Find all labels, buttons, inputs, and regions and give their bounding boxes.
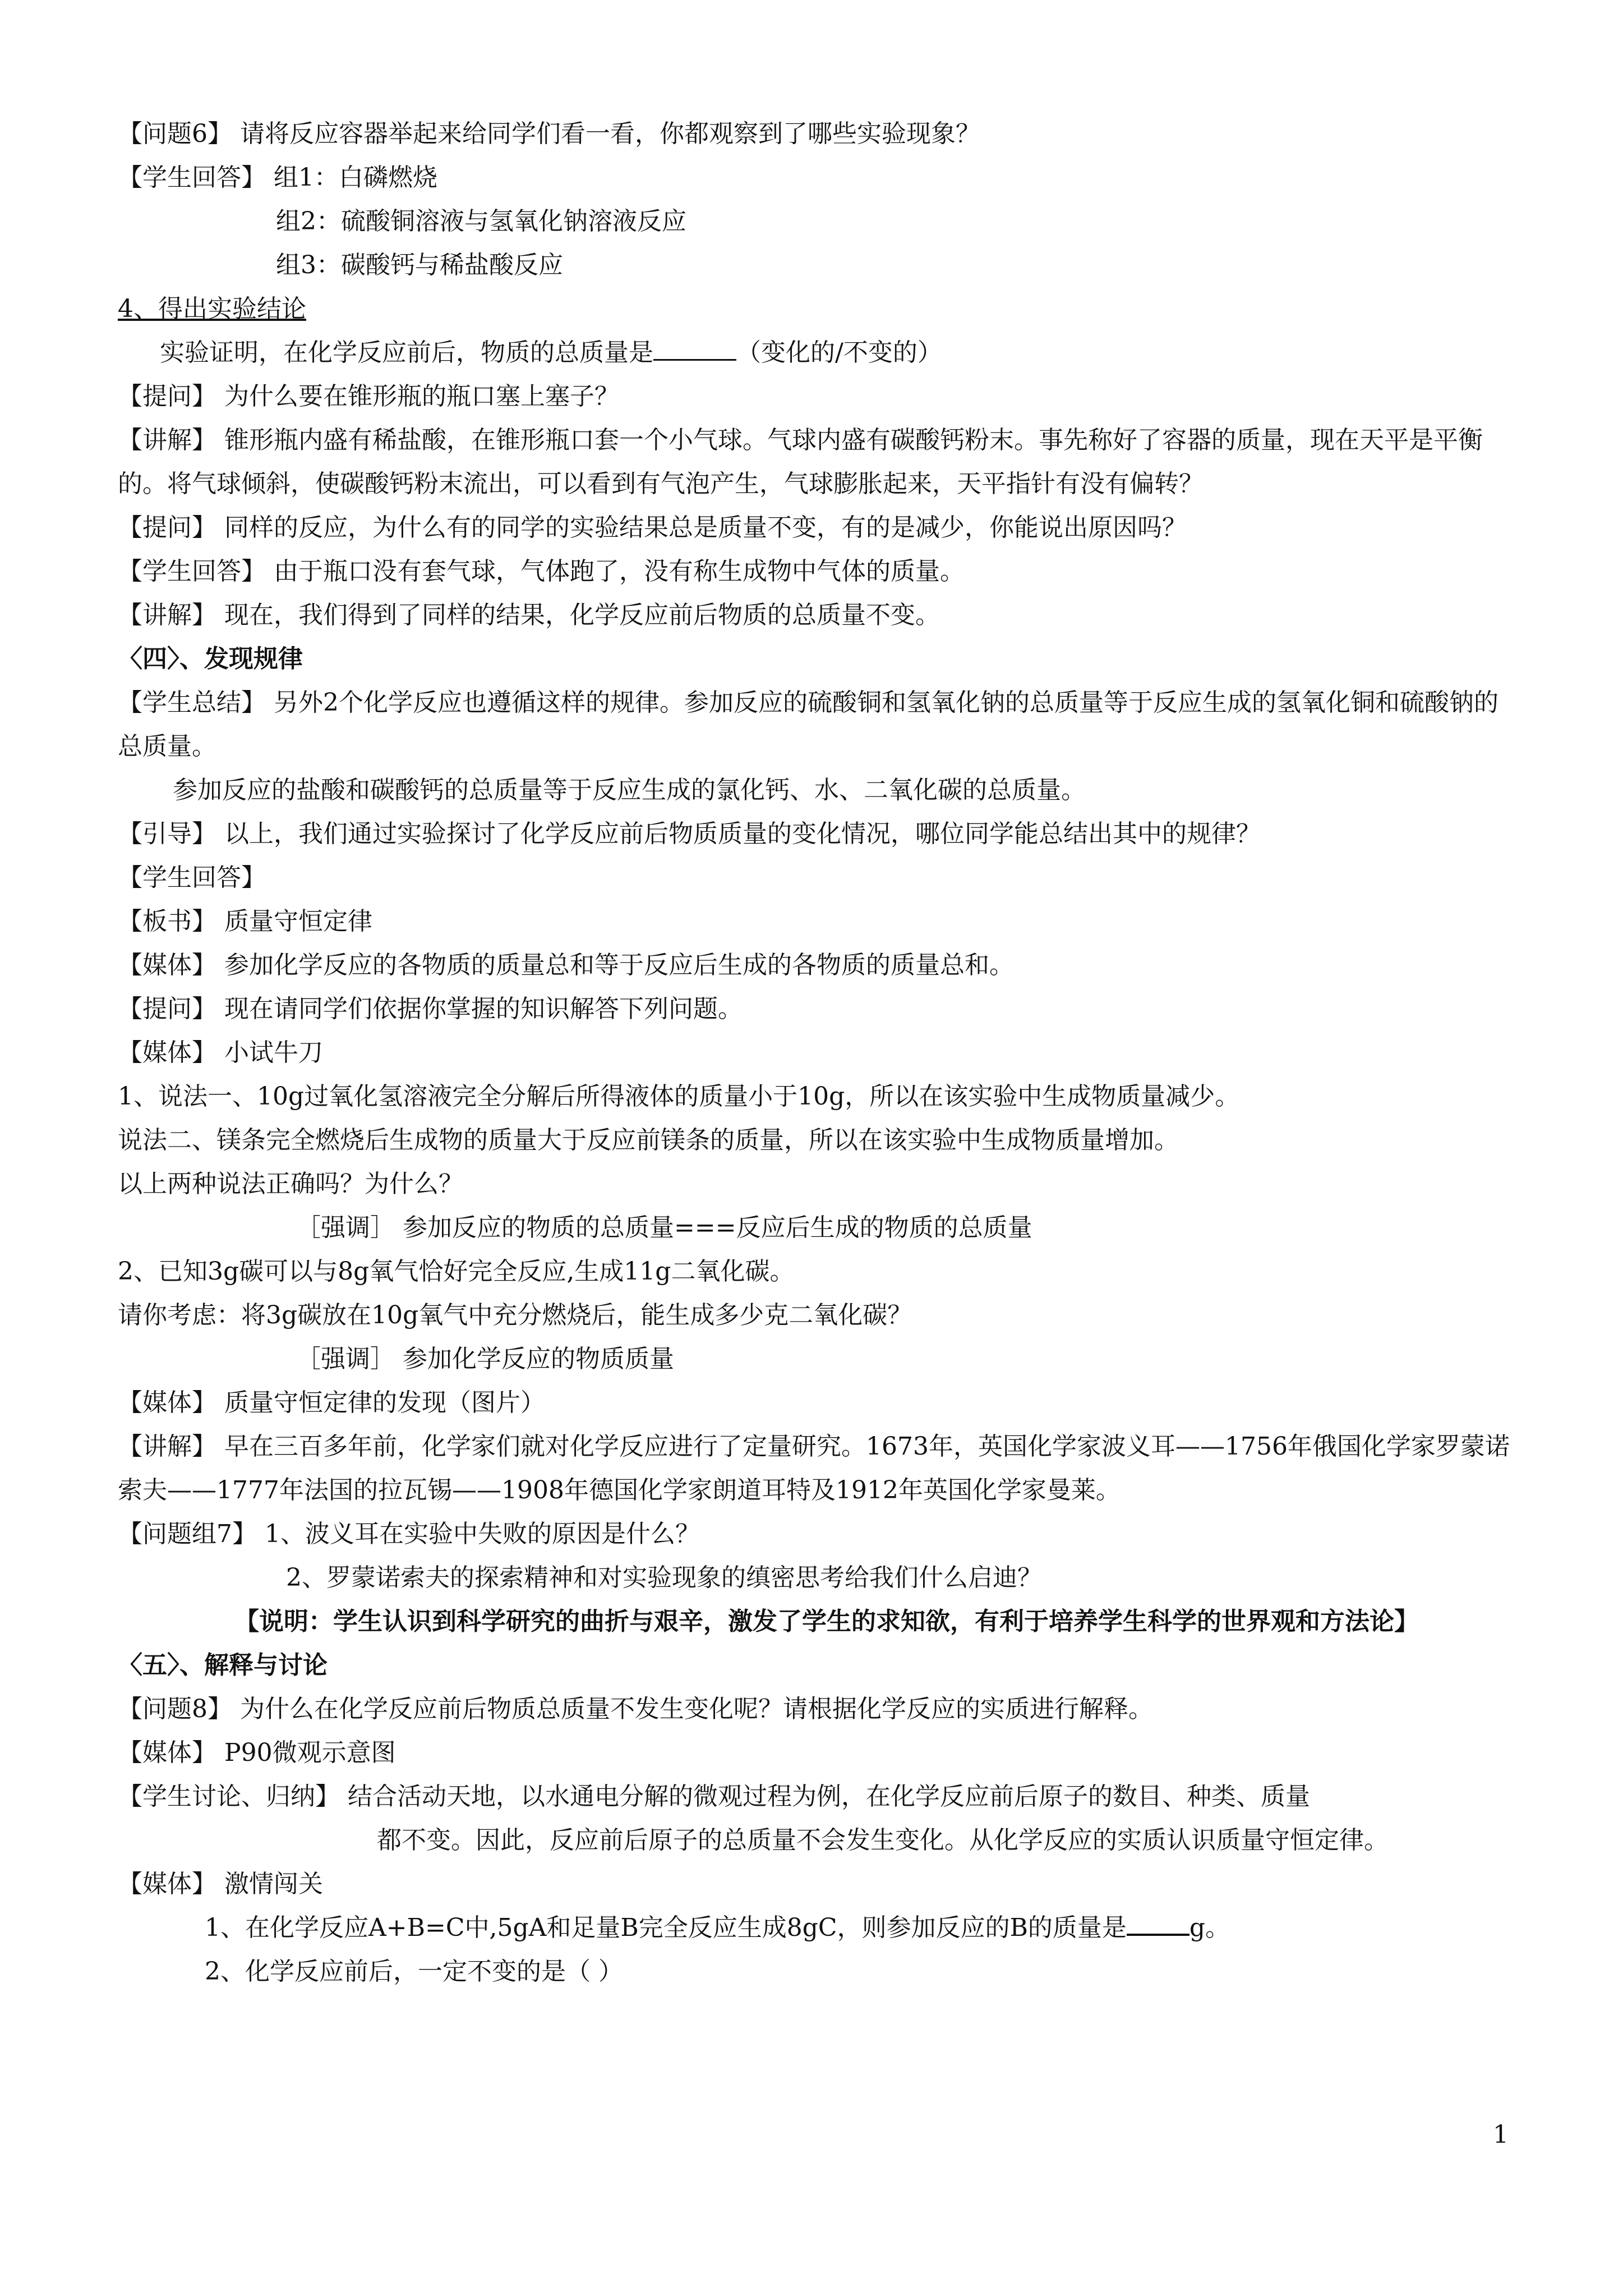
student-answer-empty: 【学生回答】: [118, 863, 266, 892]
fill-blank-b-mass: [1127, 1909, 1189, 1936]
quiz-item-1-claim-2: 说法二、镁条完全燃烧后生成物的质量大于反应前镁条的质量，所以在该实验中生成物质量增加。: [118, 1126, 1179, 1154]
question-6: 【问题6】 请将反应容器举起来给同学们看一看，你都观察到了哪些实验现象？: [118, 119, 980, 148]
student-answer-gas: 【学生回答】 由于瓶口没有套气球，气体跑了，没有称生成物中气体的质量。: [118, 557, 965, 586]
student-answer-group-2: 组2：硫酸铜溶液与氢氧化钠溶液反应: [276, 207, 686, 236]
section-heading-conclusion: 4、得出实验结论: [118, 295, 306, 323]
page-number: 1: [1493, 2120, 1509, 2149]
question-group-7-item-2: 2、罗蒙诺索夫的探索精神和对实验现象的缜密思考给我们什么启迪？: [286, 1563, 1042, 1592]
question-8: 【问题8】 为什么在化学反应前后物质总质量不发生变化呢？请根据化学反应的实质进行解释。: [118, 1695, 1153, 1723]
student-answer-group-3: 组3：碳酸钙与稀盐酸反应: [276, 251, 563, 279]
question-stopper: 【提问】 为什么要在锥形瓶的瓶口塞上塞子？: [118, 382, 619, 411]
question-group-7-item-1: 【问题组7】 1、波义耳在实验中失败的原因是什么？: [118, 1520, 700, 1548]
challenge-item-2: 2、化学反应前后，一定不变的是（ ）: [205, 1957, 623, 1986]
guide-prompt: 【引导】 以上，我们通过实验探讨了化学反应前后物质质量的变化情况，哪位同学能总结出其中的规律？: [118, 820, 1261, 848]
emphasis-1: ［强调］ 参加反应的物质的总质量===反应后生成的物质的总质量: [296, 1213, 1032, 1242]
quiz-item-1-claim-1: 1、说法一、10g过氧化氢溶液完全分解后所得液体的质量小于10g，所以在该实验中生成物质量减少。: [118, 1082, 1240, 1111]
student-summary: 【学生总结】 另外2个化学反应也遵循这样的规律。参加反应的硫酸铜和氢氧化钠的总质量等于反应生成的氢氧化铜和硫酸钠的总质量。: [118, 688, 1498, 761]
document-body: [118, 112, 1514, 1994]
question-apply: 【提问】 现在请同学们依据你掌握的知识解答下列问题。: [118, 995, 743, 1023]
student-discussion-continued: 都不变。因此，反应前后原子的总质量不会发生变化。从化学反应的实质认识质量守恒定律。: [377, 1826, 1389, 1855]
media-challenge: 【媒体】 激情闯关: [118, 1870, 323, 1898]
challenge-item-1-unit: g。: [1189, 1913, 1230, 1942]
summary-continued: 参加反应的盐酸和碳酸钙的总质量等于反应生成的氯化钙、水、二氧化碳的总质量。: [173, 776, 1086, 804]
explanation-balloon: 【讲解】 锥形瓶内盛有稀盐酸，在锥形瓶口套一个小气球。气球内盛有碳酸钙粉末。事先称好了容器的质量，现在天平是平衡的。将气球倾斜，使碳酸钙粉末流出，可以看到有气泡产生，气球膨胀起来，天平指针有没有偏转？: [118, 426, 1483, 498]
conclusion-options: （变化的/不变的）: [736, 338, 942, 367]
student-discussion: 【学生讨论、归纳】 结合活动天地，以水通电分解的微观过程为例，在化学反应前后原子的数目、种类、质量: [118, 1782, 1310, 1811]
challenge-item-1-text: 1、在化学反应A+B=C中,5gA和足量B完全反应生成8gC，则参加反应的B的质量是: [205, 1913, 1127, 1942]
fill-blank: [653, 334, 736, 361]
experiment-conclusion: [118, 331, 1514, 375]
quiz-item-1-question: 以上两种说法正确吗？为什么？: [118, 1170, 463, 1198]
explanation-history: 【讲解】 早在三百多年前，化学家们就对化学反应进行了定量研究。1673年，英国化学家波义耳——1756年俄国化学家罗蒙诺索夫——1777年法国的拉瓦锡——1908年德国化学家朗道耳特及1912年英国化学家曼莱。: [118, 1432, 1510, 1504]
media-discovery: 【媒体】 质量守恒定律的发现（图片）: [118, 1388, 545, 1417]
question-mass-change: 【提问】 同样的反应，为什么有的同学的实验结果总是质量不变，有的是减少，你能说出原因吗？: [118, 513, 1187, 542]
student-answer-group-1: 【学生回答】 组1：白磷燃烧: [118, 163, 437, 192]
quiz-item-2: 2、已知3g碳可以与8g氧气恰好完全反应,生成11g二氧化碳。: [118, 1257, 795, 1286]
quiz-item-2-question: 请你考虑：将3g碳放在10g氧气中充分燃烧后，能生成多少克二氧化碳？: [118, 1301, 912, 1329]
section-heading-explain-discuss: 〈五〉、解释与讨论: [118, 1651, 328, 1680]
media-quiz: 【媒体】 小试牛刀: [118, 1038, 323, 1067]
challenge-item-1: [118, 1906, 1514, 1950]
section-heading-discover-law: 〈四〉、发现规律: [118, 645, 303, 673]
board-note: 【板书】 质量守恒定律: [118, 907, 372, 936]
explanation-result: 【讲解】 现在，我们得到了同样的结果，化学反应前后物质的总质量不变。: [118, 601, 940, 629]
conclusion-text: 实验证明，在化学反应前后，物质的总质量是: [160, 338, 653, 367]
emphasis-2: ［强调］ 参加化学反应的物质质量: [296, 1345, 674, 1373]
teaching-note: 【说明：学生认识到科学研究的曲折与艰辛，激发了学生的求知欲，有利于培养学生科学的世界观和方法论】: [234, 1607, 1419, 1636]
media-law-statement: 【媒体】 参加化学反应的各物质的质量总和等于反应后生成的各物质的质量总和。: [118, 951, 1014, 979]
media-micro-diagram: 【媒体】 P90微观示意图: [118, 1738, 396, 1767]
